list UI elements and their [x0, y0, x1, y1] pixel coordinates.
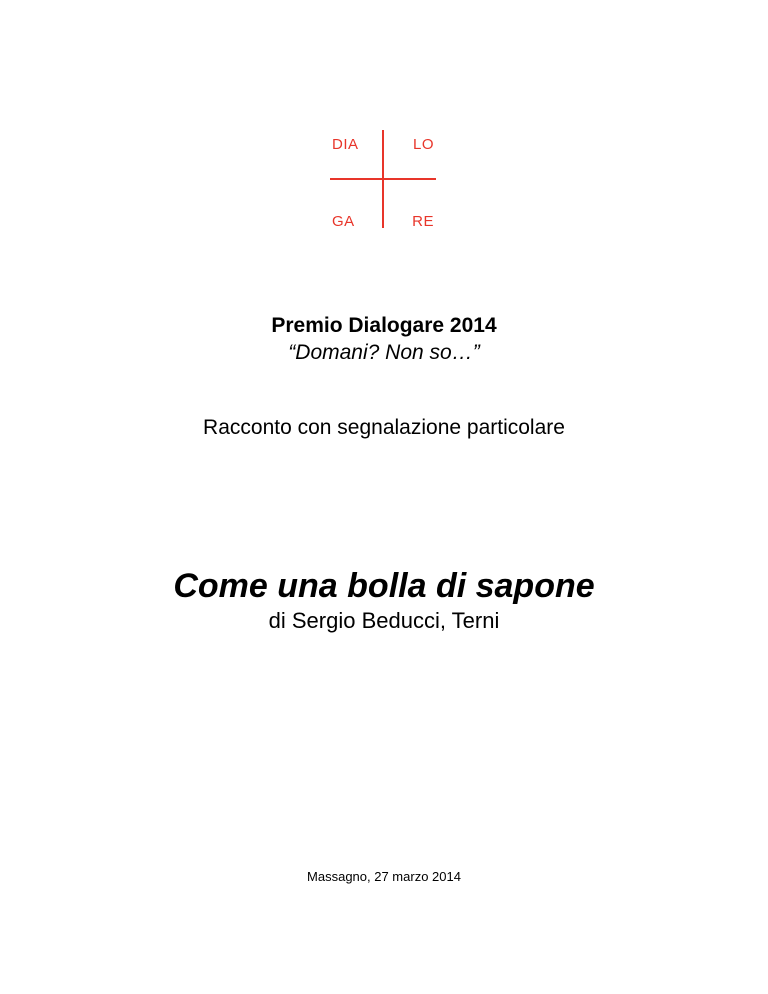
- logo-text-dia: DIA: [332, 136, 359, 153]
- dialogare-logo: [330, 130, 436, 228]
- place-date: Massagno, 27 marzo 2014: [307, 869, 461, 884]
- story-title: Come una bolla di sapone: [173, 567, 595, 605]
- logo-text-lo: LO: [412, 136, 434, 153]
- award-motto: “Domani? Non so…”: [288, 341, 480, 364]
- award-title: Premio Dialogare 2014: [271, 314, 497, 337]
- category-label: Racconto con segnalazione particolare: [203, 416, 565, 439]
- logo-text-re: RE: [412, 213, 434, 228]
- author-line: di Sergio Beducci, Terni: [268, 608, 500, 633]
- logo-text-ga: GA: [332, 213, 355, 228]
